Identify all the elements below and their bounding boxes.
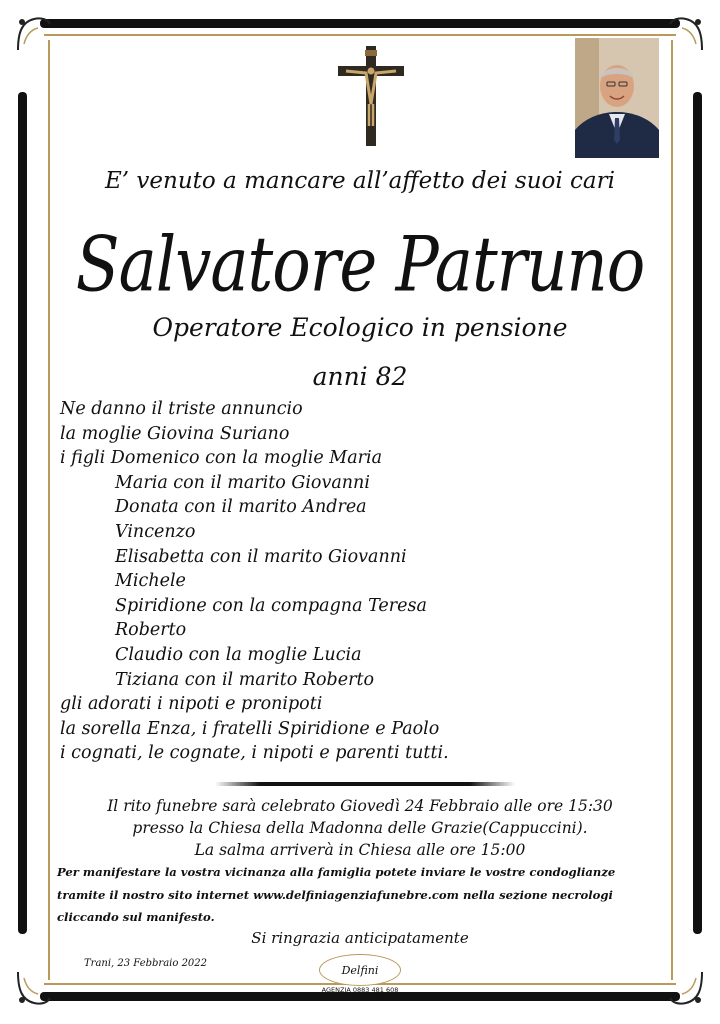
deceased-photo (575, 38, 659, 158)
condolences-line: cliccando sul manifesto. (57, 910, 215, 924)
portrait-image (575, 38, 659, 158)
family-line: Spiridione con la compagna Teresa (115, 595, 427, 616)
ceremony-line: Il rito funebre sarà celebrato Giovedì 24 Febbraio alle ore 15:30 (107, 797, 613, 815)
agency-mobile: CELL. 340 282 6772 (327, 994, 393, 1002)
frame-bar-top (40, 19, 680, 28)
agency-phone: AGENZIA 0883 481 608 (321, 986, 399, 994)
family-line: i figli Domenico con la moglie Maria (60, 448, 383, 469)
condolences-info (57, 861, 667, 929)
family-line: Michele (115, 571, 186, 592)
family-line: Tiziana con il marito Roberto (115, 669, 375, 690)
deceased-profession: Operatore Ecologico in pensione (152, 313, 568, 342)
ceremony-line: presso la Chiesa della Madonna delle Grazie(Cappuccini). (132, 819, 588, 837)
logo-oval (319, 954, 401, 986)
deceased-age: anni 82 (312, 362, 408, 391)
ornament-corner-icon (14, 968, 54, 1008)
family-line: Maria con il marito Giovanni (115, 472, 370, 493)
ornament-corner-icon (666, 968, 706, 1008)
condolences-line: tramite il nostro sito internet www.delfiniagenziafunebre.com nella sezione necrologi (57, 887, 613, 902)
family-line: Donata con il marito Andrea (115, 497, 367, 518)
family-line: Vincenzo (115, 521, 196, 542)
family-line: i cognati, le cognate, i nipoti e parenti tutti. (60, 743, 449, 764)
ornament-corner-icon (14, 14, 54, 54)
ceremony-info (0, 795, 720, 861)
family-line: Elisabetta con il marito Giovanni (115, 546, 407, 567)
family-line: Ne danno il triste annuncio (60, 399, 303, 419)
agency-logo (310, 954, 410, 1014)
condolences-line: Per manifestare la vostra vicinanza alla famiglia potete inviare le vostre condoglianze (57, 865, 616, 879)
deceased-name: Salvatore Patruno (75, 222, 645, 310)
logo-brand: Delfini (341, 963, 379, 977)
intro-line: E’ venuto a mancare all’affetto dei suoi cari (105, 168, 615, 194)
family-line: gli adorati i nipoti e pronipoti (60, 694, 323, 715)
family-line: la sorella Enza, i fratelli Spiridione e Paolo (60, 718, 440, 739)
section-divider (215, 782, 515, 786)
ceremony-line: La salma arriverà in Chiesa alle ore 15:00 (194, 841, 526, 859)
family-line: Roberto (115, 620, 187, 641)
family-line: la moglie Giovina Suriano (60, 423, 290, 444)
family-line: Claudio con la moglie Lucia (115, 644, 362, 665)
thanks-line: Si ringrazia anticipatamente (251, 929, 469, 947)
notice-date: Trani, 23 Febbraio 2022 (84, 958, 208, 969)
frame-gold-line-top (44, 34, 676, 36)
ornament-corner-icon (666, 14, 706, 54)
crucifix-icon (336, 44, 406, 148)
family-announcement (60, 397, 449, 766)
